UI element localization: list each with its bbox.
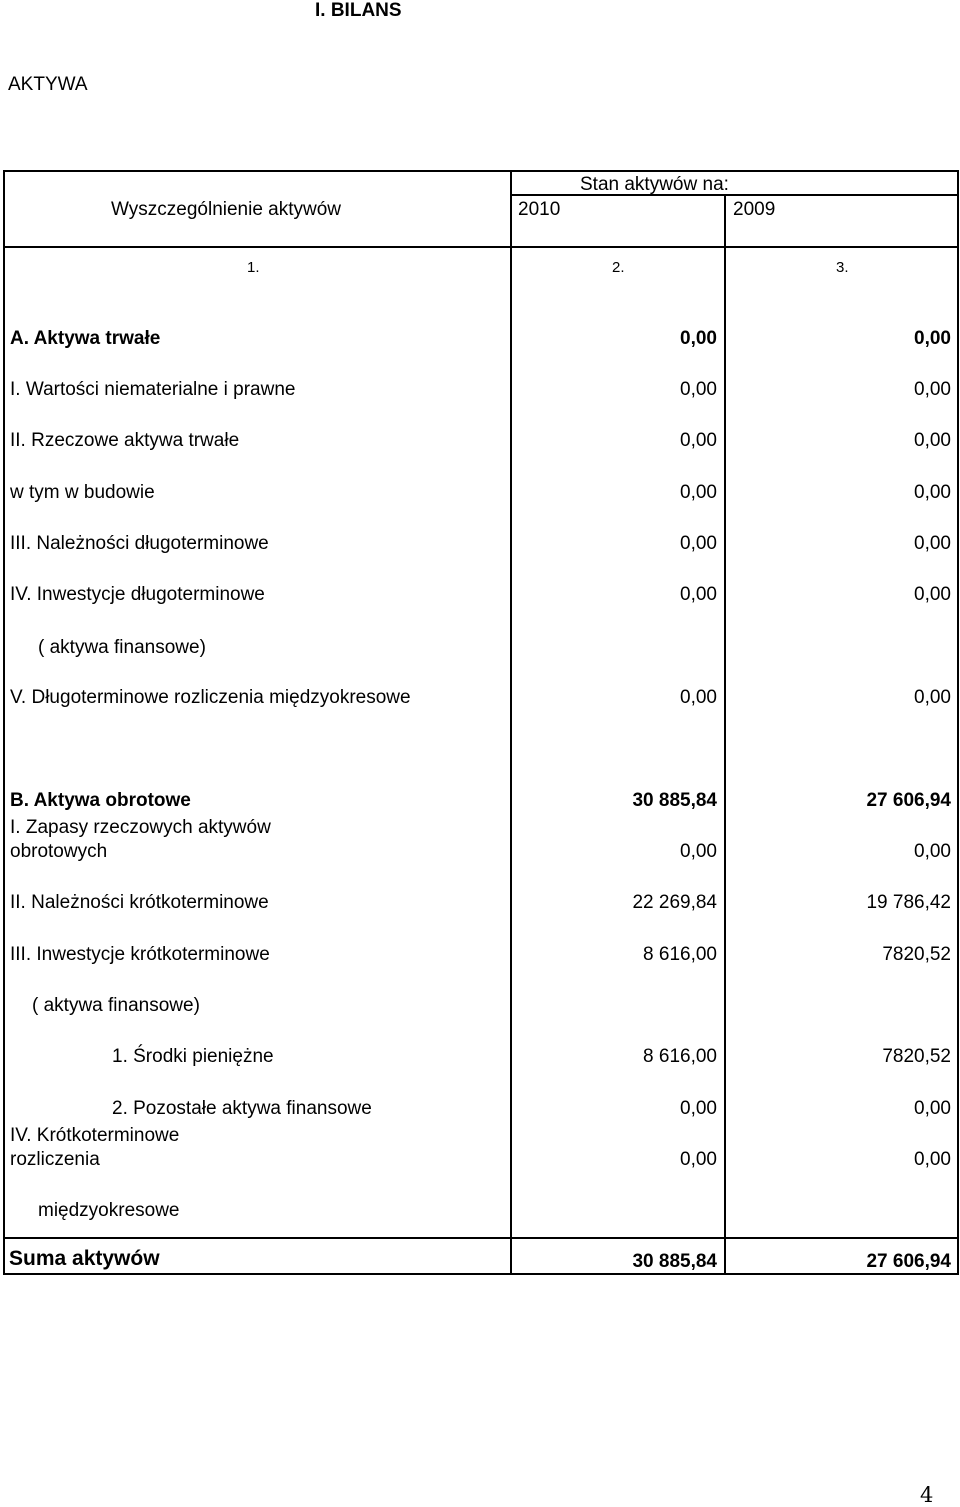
row-label: II. Należności krótkoterminowe [10, 892, 269, 913]
column-number-1: 1. [247, 259, 260, 276]
row-value-2010: 0,00 [680, 1098, 717, 1119]
row-value-2010: 8 616,00 [643, 1046, 717, 1067]
row-value-2009: 7820,52 [882, 1046, 951, 1067]
total-value-2009: 27 606,94 [866, 1251, 951, 1272]
row-label: B. Aktywa obrotowe [10, 790, 191, 811]
table-border-left [3, 170, 5, 1275]
row-label-line1: I. Zapasy rzeczowych aktywów [10, 817, 271, 838]
column-number-3: 3. [836, 259, 849, 276]
row-label: III. Inwestycje krótkoterminowe [10, 944, 270, 965]
row-label: III. Należności długoterminowe [10, 533, 269, 554]
row-label: ( aktywa finansowe) [32, 995, 200, 1016]
row-value-2009: 27 606,94 [866, 790, 951, 811]
row-value-2010: 0,00 [680, 533, 717, 554]
row-value-2009: 0,00 [914, 430, 951, 451]
column-divider-1 [510, 170, 512, 1275]
row-value-2009: 0,00 [914, 533, 951, 554]
total-value-2010: 30 885,84 [632, 1251, 717, 1272]
column-divider-2 [724, 194, 726, 1275]
row-value-2010: 22 269,84 [632, 892, 717, 913]
row-label: IV. Inwestycje długoterminowe [10, 584, 265, 605]
row-value-2009: 0,00 [914, 482, 951, 503]
row-label: I. Wartości niematerialne i prawne [10, 379, 296, 400]
column-number-2: 2. [612, 259, 625, 276]
row-value-2010: 0,00 [680, 379, 717, 400]
row-value-2010: 0,00 [680, 482, 717, 503]
row-label: A. Aktywa trwałe [10, 328, 161, 349]
row-label: 2. Pozostałe aktywa finansowe [112, 1098, 372, 1119]
row-value-2009: 0,00 [914, 584, 951, 605]
row-value-2010: 0,00 [680, 1149, 717, 1170]
row-value-2010: 0,00 [680, 841, 717, 862]
row-label-line2: rozliczenia [10, 1149, 100, 1170]
page-title: I. BILANS [315, 0, 402, 21]
row-value-2009: 19 786,42 [866, 892, 951, 913]
row-value-2010: 0,00 [680, 328, 717, 349]
table-border-top [3, 170, 959, 172]
row-label: 1. Środki pieniężne [112, 1046, 274, 1067]
row-label-line2: obrotowych [10, 841, 108, 862]
assets-balance-table [3, 170, 959, 1275]
row-label: ( aktywa finansowe) [38, 637, 206, 658]
header-group-label: Stan aktywów na: [580, 174, 729, 195]
row-label: V. Długoterminowe rozliczenia międzyokresowe [10, 687, 411, 708]
header-divider-group [510, 194, 959, 196]
row-value-2009: 0,00 [914, 1149, 951, 1170]
row-value-2010: 0,00 [680, 430, 717, 451]
row-label-line1: IV. Krótkoterminowe [10, 1125, 180, 1146]
row-label: międzyokresowe [38, 1200, 180, 1221]
row-value-2009: 0,00 [914, 841, 951, 862]
header-description-column: Wyszczególnienie aktywów [111, 199, 342, 220]
row-value-2010: 8 616,00 [643, 944, 717, 965]
row-value-2009: 7820,52 [882, 944, 951, 965]
row-value-2010: 30 885,84 [632, 790, 717, 811]
table-border-right [957, 170, 959, 1275]
row-value-2010: 0,00 [680, 687, 717, 708]
row-value-2009: 0,00 [914, 379, 951, 400]
header-year-2009: 2009 [733, 199, 776, 220]
row-label: II. Rzeczowe aktywa trwałe [10, 430, 240, 451]
row-value-2009: 0,00 [914, 328, 951, 349]
table-border-bottom [3, 1273, 959, 1275]
row-value-2010: 0,00 [680, 584, 717, 605]
row-label: w tym w budowie [10, 482, 155, 503]
total-row-divider [3, 1237, 959, 1239]
page-number: 4 [920, 1483, 934, 1507]
row-value-2009: 0,00 [914, 687, 951, 708]
header-year-2010: 2010 [518, 199, 561, 220]
total-label: Suma aktywów [9, 1247, 160, 1270]
section-subtitle: AKTYWA [8, 74, 88, 95]
row-value-2009: 0,00 [914, 1098, 951, 1119]
header-divider [3, 246, 959, 248]
